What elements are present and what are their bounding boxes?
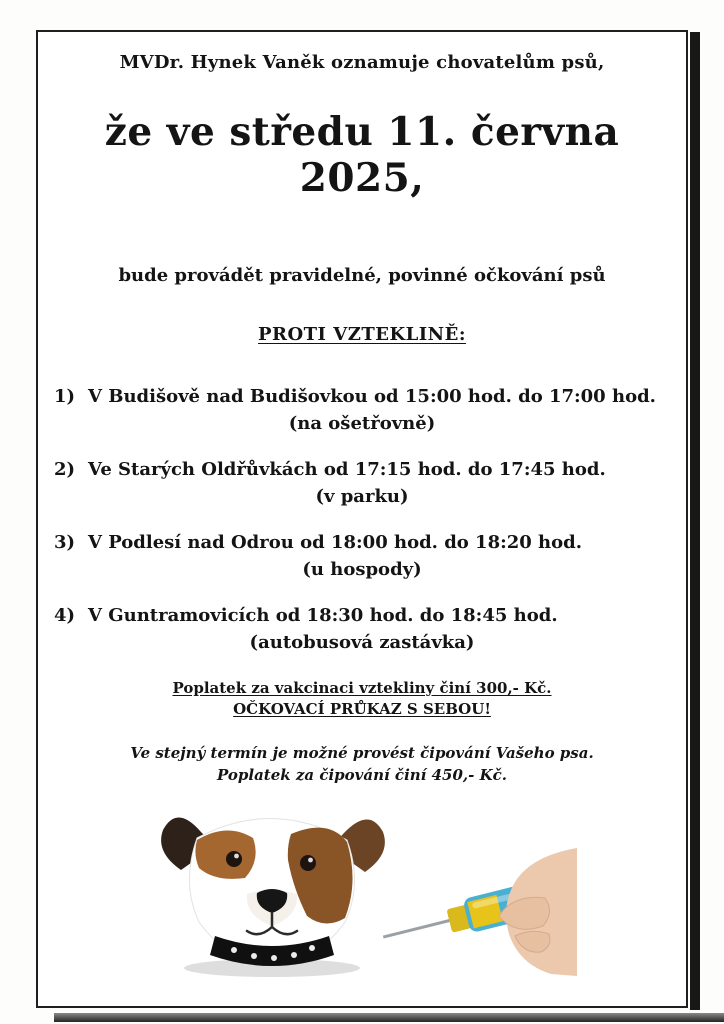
list-item-text: V Budišově nad Budišovkou od 15:00 hod. do 17:00 hod. bbox=[88, 386, 656, 407]
list-item-location: (autobusová zastávka) bbox=[249, 632, 475, 653]
date-title: že ve středu 11. června 2025, bbox=[104, 109, 620, 201]
list-item-text: V Guntramovicích od 18:30 hod. do 18:45 hod. bbox=[88, 605, 558, 626]
hand-illustration bbox=[499, 848, 577, 976]
list-item-line1 bbox=[40, 602, 684, 629]
fee-line-2: OČKOVACÍ PRŮKAZ S SEBOU! bbox=[233, 700, 491, 718]
intro-line: MVDr. Hynek Vaněk oznamuje chovatelům psů, bbox=[119, 52, 605, 73]
subtitle-line: bude provádět pravidelné, povinné očkování psů bbox=[118, 265, 606, 286]
chip-line-2: Poplatek za čipování činí 450,- Kč. bbox=[217, 766, 507, 784]
dog-syringe-illustration bbox=[147, 796, 577, 982]
scan-page-edge-bottom bbox=[54, 1013, 724, 1022]
section-heading bbox=[40, 324, 684, 345]
chip-notice bbox=[40, 742, 684, 786]
list-item-location: (na ošetřovně) bbox=[288, 413, 436, 434]
dog-head-illustration bbox=[161, 817, 385, 977]
list-item bbox=[40, 602, 684, 656]
fee-notice bbox=[40, 678, 684, 720]
list-item-number: 3) bbox=[54, 532, 76, 553]
list-item-number: 1) bbox=[54, 386, 76, 407]
list-item-line1 bbox=[40, 456, 684, 483]
poster-frame bbox=[36, 30, 688, 1008]
list-item bbox=[40, 529, 684, 583]
list-item-number: 4) bbox=[54, 605, 76, 626]
list-item-text: Ve Starých Oldřůvkách od 17:15 hod. do 17:45 hod. bbox=[88, 459, 606, 480]
list-item-line1 bbox=[40, 529, 684, 556]
list-item-location: (u hospody) bbox=[302, 559, 422, 580]
list-item bbox=[40, 383, 684, 437]
list-item-location: (v parku) bbox=[315, 486, 409, 507]
vaccination-schedule-list bbox=[40, 383, 684, 656]
section-heading-text: PROTI VZTEKLINĚ: bbox=[257, 324, 466, 345]
list-item bbox=[40, 456, 684, 510]
scan-page-edge-right bbox=[690, 32, 700, 1010]
chip-line-1: Ve stejný termín je možné provést čipování Vašeho psa. bbox=[130, 744, 594, 762]
list-item-number: 2) bbox=[54, 459, 76, 480]
list-item-line1 bbox=[40, 383, 684, 410]
poster-content bbox=[40, 32, 684, 1004]
list-item-text: V Podlesí nad Odrou od 18:00 hod. do 18:20 hod. bbox=[88, 532, 583, 553]
illustration-area bbox=[40, 796, 684, 986]
fee-line-1: Poplatek za vakcinaci vztekliny činí 300,- Kč. bbox=[172, 679, 552, 697]
